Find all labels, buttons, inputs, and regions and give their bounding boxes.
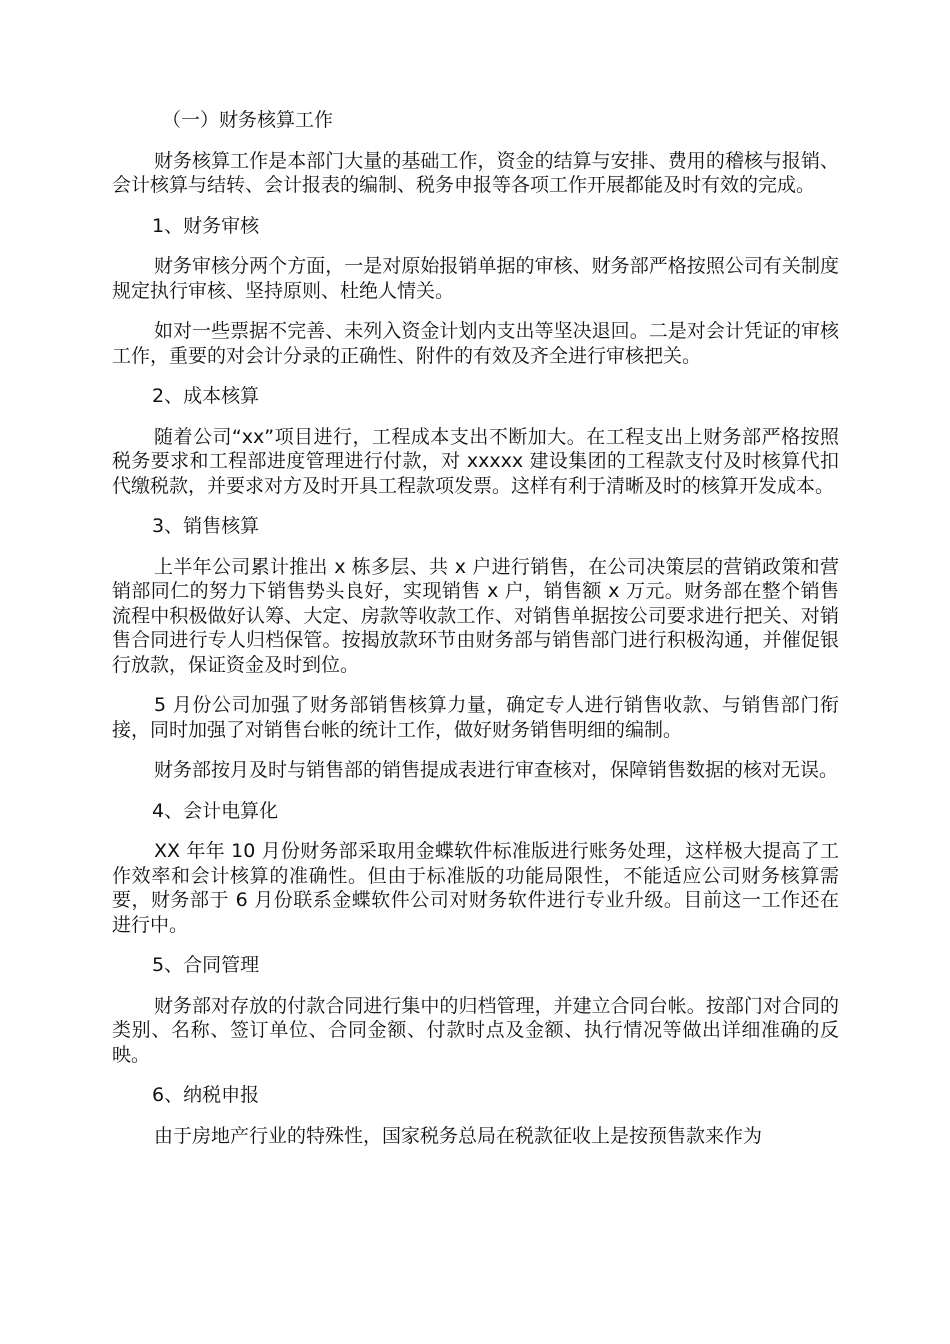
paragraph-audit-vouchers: 如对一些票据不完善、未列入资金计划内支出等坚决退回。二是对会计凭证的审核工作，重要的对会计分录的正确性、附件的有效及齐全进行审核把关。 — [112, 320, 839, 367]
paragraph-audit-aspects: 财务审核分两个方面，一是对原始报销单据的审核、财务部严格按照公司有关制度规定执行审核、坚持原则、杜绝人情关。 — [112, 255, 839, 302]
paragraph-contract-management: 财务部对存放的付款合同进行集中的归档管理，并建立合同台帐。按部门对合同的类别、名称、签订单位、合同金额、付款时点及金额、执行情况等做出详细准确的反映。 — [112, 994, 839, 1066]
paragraph-accounting-overview: 财务核算工作是本部门大量的基础工作，资金的结算与安排、费用的稽核与报销、会计核算与结转、会计报表的编制、税务申报等各项工作开展都能及时有效的完成。 — [112, 149, 839, 196]
paragraph-tax-filing: 由于房地产行业的特殊性，国家税务总局在税款征收上是按预售款来作为 — [154, 1124, 763, 1147]
subheading-cost-accounting: 2、成本核算 — [152, 385, 260, 407]
subheading-sales-accounting: 3、销售核算 — [152, 515, 260, 537]
subheading-tax-filing: 6、纳税申报 — [152, 1084, 260, 1106]
paragraph-cost-accounting: 随着公司“xx”项目进行，工程成本支出不断加大。在工程支出上财务部严格按照税务要求和工程部进度管理进行付款，对 xxxxx 建设集团的工程款支付及时核算代扣代缴税款，并要求对方及时开具工程款项发票。这样有利于清晰及时的核算开发成本。 — [112, 425, 839, 497]
paragraph-sales-review: 财务部按月及时与销售部的销售提成表进行审查核对，保障销售数据的核对无误。 — [154, 759, 839, 781]
subheading-financial-audit: 1、财务审核 — [152, 214, 260, 237]
paragraph-sales-results: 上半年公司累计推出 x 栋多层、共 x 户进行销售，在公司决策层的营销政策和营销部同仁的努力下销售势头良好，实现销售 x 户，销售额 x 万元。财务部在整个销售流程中积极做好认筹、大定、房款等收款工作、对销售单据按公司要求进行把关、对销售合同进行专人归档保管。按揭放款环节由财务部与销售部门进行积极沟通，并催促银行放款，保证资金及时到位。 — [112, 555, 839, 676]
paragraph-sales-may: 5 月份公司加强了财务部销售核算力量，确定专人进行销售收款、与销售部门衔接，同时加强了对销售台帐的统计工作，做好财务销售明细的编制。 — [112, 694, 839, 741]
document-body — [112, 108, 839, 1164]
subheading-computerized-accounting: 4、会计电算化 — [152, 799, 279, 822]
paragraph-computerized-accounting: XX 年年 10 月份财务部采取用金蝶软件标准版进行账务处理，这样极大提高了工作效率和会计核算的准确性。但由于标准版的功能局限性，不能适应公司财务核算需要，财务部于 6 月份联系金蝶软件公司对财务软件进行专业升级。目前这一工作还在进行中。 — [112, 840, 839, 936]
section-heading-financial-accounting: （一）财务核算工作 — [162, 109, 334, 131]
subheading-contract-management: 5、合同管理 — [152, 954, 260, 976]
